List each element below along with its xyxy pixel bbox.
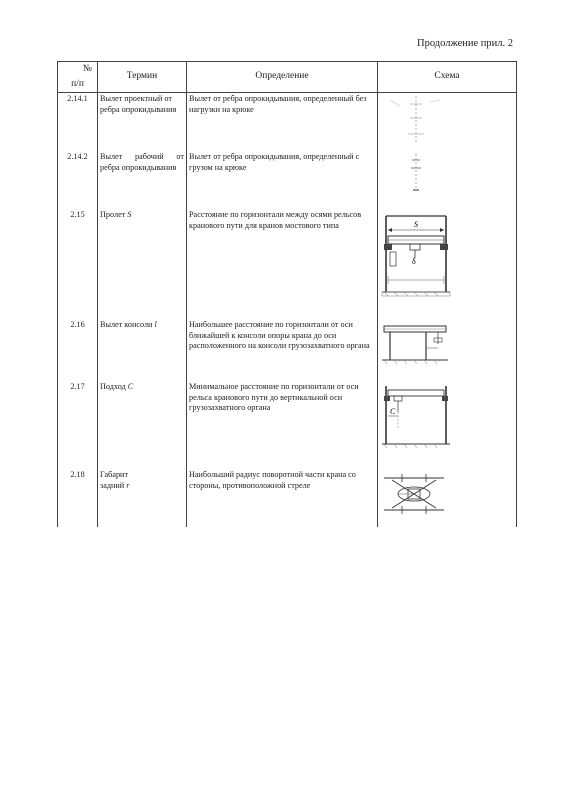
row-term-text: Пролет: [100, 210, 128, 220]
scheme-drawing-bridge-span: [380, 210, 520, 318]
row-term: [98, 469, 187, 527]
header-number: [58, 62, 98, 93]
row-definition: Минимальное расстояние по горизонтали от оси рельса кранового пути до вертикальной оси грузозахватного органа: [187, 381, 378, 469]
row-term: [98, 151, 187, 209]
scheme-cell: [378, 381, 517, 469]
row-definition: Наибольшее расстояние по горизонтали от оси ближайшей к консоли опоры крана до оси расположенного на консоли грузозахватного органа: [187, 319, 378, 381]
scheme-drawing-approach: [380, 382, 520, 468]
scheme-drawing-empty-hook: [380, 94, 520, 150]
scheme-approach-label: C: [390, 407, 396, 417]
row-term: [98, 209, 187, 319]
row-term-text: задний: [100, 480, 127, 490]
header-term: Термин: [98, 62, 187, 93]
table-row: [58, 209, 517, 319]
row-number: 2.15: [58, 209, 98, 319]
row-definition: Вылет от ребра опрокидывания, определенный с грузом на крюке: [187, 151, 378, 209]
row-term-line1: Габарит: [100, 470, 129, 480]
header-scheme: Схема: [378, 62, 517, 93]
row-number: 2.14.1: [58, 93, 98, 152]
row-term-symbol: C: [127, 382, 134, 392]
scheme-cell: [378, 469, 517, 527]
terms-table: [57, 61, 517, 527]
scheme-hook-symbol: δ: [412, 257, 416, 267]
row-term-symbol: r: [126, 480, 130, 490]
row-term-line1: Вылет рабочий от: [100, 152, 184, 162]
row-definition: Расстояние по горизонтали между осями рельсов кранового пути для кранов мостового типа: [187, 209, 378, 319]
scheme-cell: [378, 151, 517, 209]
table-header: [58, 62, 517, 93]
table-row: [58, 381, 517, 469]
row-term: [98, 319, 187, 381]
row-term-symbol: S: [127, 210, 132, 220]
row-definition: Наибольший радиус поворотной части крана со стороны, противоположной стреле: [187, 469, 378, 527]
continuation-label: Продолжение прил. 2: [416, 38, 513, 49]
scheme-cell: [378, 209, 517, 319]
scheme-drawing-tail-radius: [380, 470, 520, 526]
table-row: [58, 93, 517, 152]
table-row: [58, 469, 517, 527]
row-number: 2.18: [58, 469, 98, 527]
scheme-span-label: S: [414, 220, 418, 230]
table-row: [58, 151, 517, 209]
header-number-sign: №: [82, 64, 92, 74]
header-number-pp: п/п: [71, 79, 84, 90]
row-number: 2.14.2: [58, 151, 98, 209]
row-term-text: Подход: [100, 382, 128, 392]
row-term: Вылет проектный от ребра опрокидывания: [98, 93, 187, 152]
row-number: 2.17: [58, 381, 98, 469]
row-term: [98, 381, 187, 469]
row-number: 2.16: [58, 319, 98, 381]
row-definition: Вылет от ребра опрокидывания, определенный без нагрузки на крюке: [187, 93, 378, 152]
scheme-drawing-loaded-hook: [380, 152, 520, 208]
row-term-text: Вылет консоли: [100, 320, 155, 330]
scheme-cell: [378, 93, 517, 152]
header-definition: Определение: [187, 62, 378, 93]
scheme-drawing-cantilever: [380, 320, 520, 380]
scheme-cell: [378, 319, 517, 381]
row-term-symbol: l: [154, 320, 157, 330]
row-term-rest: ребра опрокидывания: [100, 162, 177, 172]
table-row: [58, 319, 517, 381]
